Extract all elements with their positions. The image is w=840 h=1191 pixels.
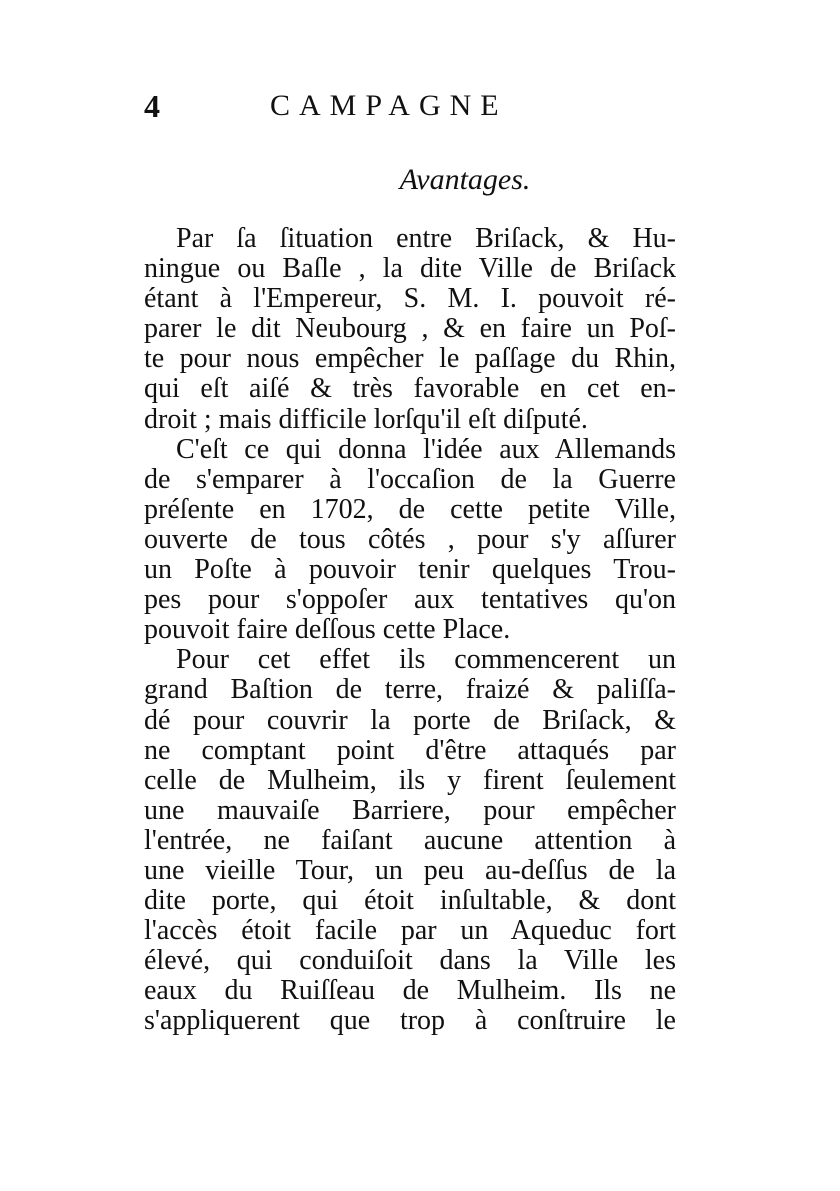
text-line: Pour cet effet ils commencerent un: [176, 644, 676, 676]
text-line: grand Baſtion de terre, fraizé & paliſſa-: [144, 674, 676, 706]
text-line: parer le dit Neubourg , & en faire un Poſ-: [144, 313, 676, 345]
text-line: l'accès étoit facile par un Aqueduc fort: [144, 915, 676, 947]
body-text: [144, 224, 676, 1037]
running-head: CAMPAGNE: [270, 89, 508, 122]
text-line: pes pour s'oppoſer aux tentatives qu'on: [144, 584, 676, 616]
text-line: préſente en 1702, de cette petite Ville,: [144, 493, 676, 525]
text-line: dé pour couvrir la porte de Briſack, &: [144, 704, 676, 736]
text-line: celle de Mulheim, ils y firent ſeulement: [144, 764, 676, 796]
text-line: un Poſte à pouvoir tenir quelques Trou-: [144, 554, 676, 586]
text-line: ningue ou Baſle , la dite Ville de Briſack: [144, 253, 676, 285]
text-line: étant à l'Empereur, S. M. I. pouvoit ré-: [144, 283, 676, 315]
text-line: eaux du Ruiſſeau de Mulheim. Ils ne: [144, 975, 676, 1007]
text-line: élevé, qui conduiſoit dans la Ville les: [144, 945, 676, 977]
text-line: pouvoit faire deſſous cette Place.: [144, 614, 511, 646]
text-line: ne comptant point d'être attaqués par: [144, 734, 676, 766]
text-line: l'entrée, ne faiſant aucune attention à: [144, 824, 676, 856]
section-title: Avantages.: [399, 163, 531, 196]
page-header: [140, 86, 680, 126]
text-line: Par ſa ſituation entre Briſack, & Hu-: [176, 223, 676, 254]
page-number: 4: [144, 88, 160, 124]
text-line: ouverte de tous côtés , pour s'y aſſurer: [144, 523, 676, 555]
text-line: te pour nous empêcher le paſſage du Rhin,: [144, 343, 676, 375]
text-line: une mauvaiſe Barriere, pour empêcher: [144, 794, 676, 826]
text-line: dite porte, qui étoit inſultable, & dont: [144, 885, 676, 917]
text-line: droit ; mais difficile lorſqu'il eſt diſputé.: [144, 403, 588, 435]
text-line: une vieille Tour, un peu au-deſſus de la: [144, 854, 676, 886]
text-line: s'appliquerent que trop à conſtruire le: [144, 1005, 676, 1037]
text-line: de s'emparer à l'occaſion de la Guerre: [144, 463, 676, 495]
text-line: C'eſt ce qui donna l'idée aux Allemands: [176, 433, 676, 465]
text-line: qui eſt aiſé & très favorable en cet en-: [144, 373, 676, 405]
